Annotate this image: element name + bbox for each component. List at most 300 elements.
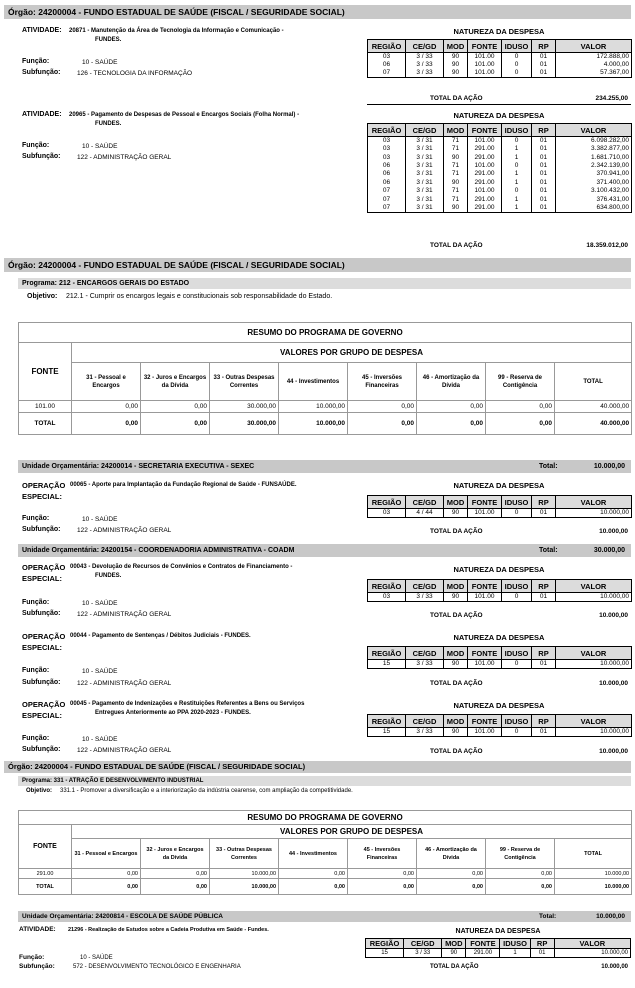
atividade-label: ATIVIDADE: — [22, 27, 62, 34]
table-cell: 291.00 — [466, 949, 500, 958]
column-header: FONTE — [468, 647, 502, 660]
resumo-total-cell: 10.000,00 — [210, 879, 279, 895]
table-cell: 57.367,00 — [556, 69, 632, 78]
resumo-cell: 0,00 — [417, 401, 486, 413]
table-cell: 10.000,00 — [556, 593, 632, 602]
table-row — [368, 204, 632, 213]
table-cell: 03 — [368, 145, 406, 153]
table-cell: 4.000,00 — [556, 61, 632, 69]
table-cell: 01 — [532, 170, 556, 178]
table-row — [368, 153, 632, 161]
unidade-total-label: Total: — [539, 913, 557, 920]
column-header: IDUSO — [502, 715, 532, 728]
table-row — [366, 949, 631, 958]
funcao-value: 10 - SAÚDE — [82, 516, 118, 523]
column-header: FONTE — [468, 124, 502, 137]
natureza-table — [367, 579, 632, 602]
unidade-total-label: Total: — [539, 463, 558, 470]
operacao-label-cont: ESPECIAL: — [22, 711, 63, 720]
column-header: CE/GD — [406, 715, 444, 728]
resumo-cell: 10.000,00 — [279, 401, 348, 413]
column-header: IDUSO — [502, 124, 532, 137]
programa-title: Programa: 331 - ATRAÇÃO E DESENVOLVIMENTO INDUSTRIAL — [22, 778, 204, 784]
orgao-header — [4, 761, 631, 773]
resumo-cell: 291.00 — [19, 869, 72, 879]
subfuncao-label: Subfunção: — [22, 746, 61, 753]
table-cell: 291.00 — [468, 170, 502, 178]
resumo-total-cell: 0,00 — [486, 413, 555, 435]
table-cell: 3 / 33 — [406, 728, 444, 737]
table-cell: 07 — [368, 204, 406, 213]
resumo-fonte-header: FONTE — [19, 343, 72, 401]
table-cell: 06 — [368, 61, 406, 69]
table-cell: 101.00 — [468, 660, 502, 669]
operacao-label: OPERAÇÃO — [22, 632, 66, 641]
column-header: CE/GD — [404, 939, 442, 949]
table-cell: 101.00 — [468, 509, 502, 518]
column-header: VALOR — [556, 715, 632, 728]
table-cell: 3 / 31 — [406, 162, 444, 170]
table-row — [368, 195, 632, 203]
programa-title: Programa: 212 - ENCARGOS GERAIS DO ESTADO — [22, 280, 190, 287]
table-cell: 01 — [532, 153, 556, 161]
operacao-label: OPERAÇÃO — [22, 563, 66, 572]
column-header: CE/GD — [406, 40, 444, 53]
funcao-value: 10 - SAÚDE — [82, 668, 118, 675]
resumo-cell: 0,00 — [348, 869, 417, 879]
natureza-table — [367, 714, 632, 737]
table-cell: 71 — [444, 162, 468, 170]
total-acao-label: TOTAL DA AÇÃO — [430, 748, 483, 755]
table-cell: 101.00 — [468, 728, 502, 737]
resumo-title: RESUMO DO PROGRAMA DE GOVERNO — [19, 323, 632, 343]
group-header: 46 - Amortização da Dívida — [417, 363, 486, 401]
atividade-label: ATIVIDADE: — [19, 926, 56, 933]
column-header: RP — [530, 939, 554, 949]
table-row — [368, 145, 632, 153]
table-cell: 101.00 — [468, 162, 502, 170]
total-acao-label: TOTAL DA AÇÃO — [430, 95, 483, 102]
table-row — [368, 137, 632, 146]
resumo-cell: 10.000,00 — [210, 869, 279, 879]
table-cell: 1 — [502, 145, 532, 153]
resumo-total-row — [19, 879, 632, 895]
unidade-total-label: Total: — [539, 547, 558, 554]
resumo-subtitle: VALORES POR GRUPO DE DESPESA — [72, 825, 632, 839]
table-cell: 06 — [368, 162, 406, 170]
table-cell: 03 — [368, 137, 406, 146]
resumo-cell: 30.000,00 — [210, 401, 279, 413]
total-acao-value: 10.000,00 — [599, 528, 628, 535]
total-acao-label: TOTAL DA AÇÃO — [430, 964, 479, 970]
resumo-total-cell: TOTAL — [19, 413, 72, 435]
table-cell: 101.00 — [468, 187, 502, 195]
table-cell: 01 — [530, 949, 554, 958]
table-cell: 3.100.432,00 — [556, 187, 632, 195]
column-header: MOD — [444, 647, 468, 660]
column-header: RP — [532, 647, 556, 660]
table-cell: 03 — [368, 53, 406, 62]
resumo-subtitle: VALORES POR GRUPO DE DESPESA — [72, 343, 632, 363]
table-cell: 07 — [368, 187, 406, 195]
resumo-row — [19, 401, 632, 413]
subfuncao-label: Subfunção: — [22, 526, 61, 533]
total-acao-value: 10.000,00 — [599, 748, 628, 755]
table-row — [368, 61, 632, 69]
resumo-sub-row — [19, 343, 632, 363]
column-header: RP — [532, 580, 556, 593]
natureza-header: NATUREZA DA DESPESA — [453, 481, 545, 490]
table-cell: 0 — [502, 660, 532, 669]
column-header: RP — [532, 715, 556, 728]
column-header: VALOR — [556, 647, 632, 660]
table-cell: 3 / 31 — [406, 187, 444, 195]
table-cell: 3 / 33 — [406, 69, 444, 78]
resumo-cell: 0,00 — [72, 869, 141, 879]
natureza-header-row — [366, 939, 631, 949]
table-cell: 10.000,00 — [556, 728, 632, 737]
table-cell: 71 — [444, 145, 468, 153]
natureza-header: NATUREZA DA DESPESA — [453, 701, 545, 710]
table-cell: 3 / 31 — [406, 195, 444, 203]
funcao-label: Função: — [22, 735, 50, 742]
column-header: VALOR — [556, 496, 632, 509]
table-cell: 90 — [444, 61, 468, 69]
atividade-desc: 20965 - Pagamento de Despesas de Pessoal e Encargos Sociais (Folha Normal) - — [69, 112, 300, 118]
column-header: CE/GD — [406, 647, 444, 660]
column-header: FONTE — [468, 715, 502, 728]
table-row — [368, 187, 632, 195]
resumo-table — [18, 322, 632, 435]
table-cell: 01 — [532, 204, 556, 213]
funcao-label: Função: — [22, 667, 50, 674]
table-row — [368, 728, 632, 737]
column-header: MOD — [444, 40, 468, 53]
unidade-title: Unidade Orçamentária: 24200154 - COORDENADORIA ADMINISTRATIVA - COADM — [22, 547, 295, 554]
table-cell: 01 — [532, 145, 556, 153]
funcao-label: Função: — [22, 599, 50, 606]
group-header: 99 - Reserva de Contigência — [486, 363, 555, 401]
natureza-header: NATUREZA DA DESPESA — [453, 565, 545, 574]
total-acao-label: TOTAL DA AÇÃO — [430, 680, 483, 687]
operacao-desc: 00045 - Pagamento de Indenizações e Restituições Referentes a Bens ou Serviços — [70, 701, 305, 707]
table-cell: 01 — [532, 179, 556, 187]
programa-header — [18, 278, 631, 289]
natureza-header-row — [368, 496, 632, 509]
group-header: 45 - Inversões Financeiras — [348, 839, 417, 869]
table-cell: 01 — [532, 137, 556, 146]
table-cell: 3 / 33 — [406, 61, 444, 69]
subfuncao-value: 122 - ADMINISTRAÇÃO GERAL — [77, 527, 172, 534]
funcao-value: 10 - SAÚDE — [82, 143, 118, 150]
table-cell: 01 — [532, 593, 556, 602]
table-cell: 71 — [444, 137, 468, 146]
subfuncao-label: Subfunção: — [22, 153, 61, 160]
natureza-header: NATUREZA DA DESPESA — [455, 928, 541, 935]
resumo-row — [19, 869, 632, 879]
unidade-total-value: 30.000,00 — [593, 547, 625, 554]
table-cell: 06 — [368, 170, 406, 178]
group-header: 31 - Pessoal e Encargos — [72, 363, 141, 401]
operacao-label-cont: ESPECIAL: — [22, 643, 63, 652]
subfuncao-value: 122 - ADMINISTRAÇÃO GERAL — [77, 154, 172, 161]
funcao-value: 10 - SAÚDE — [80, 955, 113, 961]
table-cell: 291.00 — [468, 145, 502, 153]
table-cell: 06 — [368, 179, 406, 187]
programa-header — [18, 776, 631, 786]
table-cell: 0 — [502, 61, 532, 69]
table-cell: 90 — [444, 179, 468, 187]
natureza-header-row — [368, 124, 632, 137]
column-header: REGIÃO — [366, 939, 404, 949]
resumo-title: RESUMO DO PROGRAMA DE GOVERNO — [19, 811, 632, 825]
table-cell: 1 — [502, 153, 532, 161]
table-cell: 90 — [444, 153, 468, 161]
resumo-total-cell: 40.000,00 — [555, 413, 632, 435]
table-cell: 0 — [502, 187, 532, 195]
table-cell: 4 / 44 — [406, 509, 444, 518]
resumo-total-cell: 0,00 — [141, 879, 210, 895]
table-cell: 2.342.139,00 — [556, 162, 632, 170]
resumo-cell: 0,00 — [141, 869, 210, 879]
table-cell: 15 — [368, 728, 406, 737]
subfuncao-value: 122 - ADMINISTRAÇÃO GERAL — [77, 747, 172, 754]
table-cell: 90 — [444, 728, 468, 737]
column-header: MOD — [444, 580, 468, 593]
total-acao-value: 10.000,00 — [599, 612, 628, 619]
table-cell: 01 — [532, 195, 556, 203]
operacao-desc-cont: FUNDES. — [95, 573, 122, 579]
table-cell: 0 — [502, 53, 532, 62]
table-cell: 1.681.710,00 — [556, 153, 632, 161]
funcao-label: Função: — [22, 515, 50, 522]
column-header: RP — [532, 124, 556, 137]
table-cell: 90 — [442, 949, 466, 958]
column-header: VALOR — [556, 40, 632, 53]
table-cell: 6.098.282,00 — [556, 137, 632, 146]
column-header: REGIÃO — [368, 496, 406, 509]
group-header: 33 - Outras Despesas Correntes — [210, 839, 279, 869]
resumo-total-row — [19, 413, 632, 435]
column-header: MOD — [444, 715, 468, 728]
total-acao-value: 18.359.012,00 — [586, 242, 628, 249]
column-header: IDUSO — [502, 580, 532, 593]
table-cell: 634.800,00 — [556, 204, 632, 213]
column-header: VALOR — [554, 939, 630, 949]
table-cell: 15 — [366, 949, 404, 958]
group-header: 45 - Inversões Financeiras — [348, 363, 417, 401]
subfuncao-label: Subfunção: — [19, 963, 55, 970]
orgao-title: Órgão: 24200004 - FUNDO ESTADUAL DE SAÚDE (FISCAL / SEGURIDADE SOCIAL) — [8, 762, 306, 771]
group-header: 33 - Outras Despesas Correntes — [210, 363, 279, 401]
table-cell: 71 — [444, 187, 468, 195]
natureza-table — [365, 938, 631, 958]
resumo-total-cell: 0,00 — [141, 413, 210, 435]
resumo-cell: 0,00 — [141, 401, 210, 413]
resumo-total-cell: 10.000,00 — [555, 879, 632, 895]
table-row — [368, 162, 632, 170]
column-header: CE/GD — [406, 496, 444, 509]
table-cell: 1 — [502, 204, 532, 213]
column-header: MOD — [442, 939, 466, 949]
table-cell: 01 — [532, 187, 556, 195]
table-cell: 291.00 — [468, 195, 502, 203]
table-row — [368, 69, 632, 78]
column-header: REGIÃO — [368, 124, 406, 137]
operacao-desc-cont: Entregues Anteriormente ao PPA 2020-2023 - FUNDES. — [95, 710, 251, 716]
atividade-desc-cont: FUNDES. — [95, 121, 122, 127]
table-cell: 01 — [532, 53, 556, 62]
table-cell: 01 — [532, 660, 556, 669]
table-cell: 291.00 — [468, 153, 502, 161]
resumo-total-cell: 0,00 — [417, 413, 486, 435]
resumo-total-cell: 0,00 — [279, 879, 348, 895]
column-header: CE/GD — [406, 580, 444, 593]
resumo-total-cell: 0,00 — [72, 413, 141, 435]
resumo-total-cell: 30.000,00 — [210, 413, 279, 435]
table-cell: 3.382.877,00 — [556, 145, 632, 153]
operacao-desc: 00044 - Pagamento de Sentenças / Débitos Judiciais - FUNDES. — [70, 633, 251, 639]
objetivo-value: 331.1 - Promover a diversificação e a interiorização da indústria cearense, com ampliação da competitividade. — [60, 788, 353, 794]
table-cell: 291.00 — [468, 204, 502, 213]
funcao-label: Função: — [22, 142, 50, 149]
resumo-cell: 101.00 — [19, 401, 72, 413]
resumo-title-row — [19, 811, 632, 825]
unidade-header — [18, 911, 631, 922]
column-header: MOD — [444, 496, 468, 509]
orgao-title: Órgão: 24200004 - FUNDO ESTADUAL DE SAÚDE (FISCAL / SEGURIDADE SOCIAL) — [8, 260, 345, 270]
table-cell: 03 — [368, 593, 406, 602]
table-cell: 3 / 31 — [406, 145, 444, 153]
table-cell: 3 / 33 — [406, 53, 444, 62]
resumo-groups-row — [19, 839, 632, 869]
column-header: REGIÃO — [368, 715, 406, 728]
total-acao-value: 10.000,00 — [599, 680, 628, 687]
resumo-total-cell: 0,00 — [348, 413, 417, 435]
table-cell: 101.00 — [468, 593, 502, 602]
group-header: 32 - Juros e Encargos da Dívida — [141, 839, 210, 869]
table-cell: 371.400,00 — [556, 179, 632, 187]
table-row — [368, 509, 632, 518]
resumo-total-cell: 0,00 — [348, 879, 417, 895]
natureza-table — [367, 39, 632, 78]
natureza-header: NATUREZA DA DESPESA — [453, 633, 545, 642]
natureza-header-row — [368, 715, 632, 728]
atividade-desc: 21296 - Realização de Estudos sobre a Cadeia Produtiva em Saúde - Fundes. — [68, 927, 269, 933]
group-header: 44 - Investimentos — [279, 839, 348, 869]
table-cell: 101.00 — [468, 61, 502, 69]
resumo-cell: 10.000,00 — [555, 869, 632, 879]
table-cell: 172.888,00 — [556, 53, 632, 62]
orgao-header — [4, 258, 631, 272]
column-header: FONTE — [466, 939, 500, 949]
table-cell: 10.000,00 — [554, 949, 630, 958]
natureza-header-row — [368, 647, 632, 660]
group-header: 44 - Investimentos — [279, 363, 348, 401]
resumo-cell: 0,00 — [486, 401, 555, 413]
column-header: IDUSO — [502, 496, 532, 509]
resumo-total-cell: TOTAL — [19, 879, 72, 895]
subfuncao-value: 572 - DESENVOLVIMENTO TECNOLÓGICO E ENGENHARIA — [73, 964, 241, 970]
table-cell: 90 — [444, 593, 468, 602]
table-cell: 3 / 31 — [406, 170, 444, 178]
funcao-label: Função: — [22, 58, 50, 65]
table-cell: 0 — [502, 69, 532, 78]
table-cell: 01 — [532, 69, 556, 78]
column-header: CE/GD — [406, 124, 444, 137]
table-cell: 3 / 31 — [406, 153, 444, 161]
table-cell: 0 — [502, 593, 532, 602]
unidade-total-value: 10.000,00 — [593, 463, 625, 470]
table-cell: 101.00 — [468, 69, 502, 78]
resumo-cell: 0,00 — [417, 869, 486, 879]
resumo-title-row — [19, 323, 632, 343]
natureza-header: NATUREZA DA DESPESA — [453, 111, 545, 120]
table-cell: 370.941,00 — [556, 170, 632, 178]
resumo-sub-row — [19, 825, 632, 839]
total-acao-label: TOTAL DA AÇÃO — [430, 528, 483, 535]
table-cell: 3 / 33 — [406, 593, 444, 602]
objetivo-value: 212.1 - Cumprir os encargos legais e constitucionais sob responsabilidade do Estado. — [66, 293, 333, 300]
natureza-header-row — [368, 40, 632, 53]
orgao-title: Órgão: 24200004 - FUNDO ESTADUAL DE SAÚDE (FISCAL / SEGURIDADE SOCIAL) — [8, 7, 345, 17]
column-header: FONTE — [468, 496, 502, 509]
table-cell: 3 / 31 — [406, 137, 444, 146]
resumo-cell: 0,00 — [72, 401, 141, 413]
column-header: IDUSO — [502, 647, 532, 660]
resumo-cell: 40.000,00 — [555, 401, 632, 413]
table-cell: 15 — [368, 660, 406, 669]
natureza-header-row — [368, 580, 632, 593]
table-cell: 71 — [444, 195, 468, 203]
column-header: FONTE — [468, 580, 502, 593]
table-cell: 01 — [532, 728, 556, 737]
table-cell: 10.000,00 — [556, 509, 632, 518]
total-acao-label: TOTAL DA AÇÃO — [430, 242, 483, 249]
subfuncao-value: 122 - ADMINISTRAÇÃO GERAL — [77, 611, 172, 618]
funcao-value: 10 - SAÚDE — [82, 59, 118, 66]
column-header: VALOR — [556, 124, 632, 137]
table-cell: 1 — [502, 179, 532, 187]
operacao-label-cont: ESPECIAL: — [22, 492, 63, 501]
table-cell: 1 — [502, 170, 532, 178]
resumo-total-cell: 10.000,00 — [279, 413, 348, 435]
column-header: REGIÃO — [368, 40, 406, 53]
operacao-desc: 00043 - Devolução de Recursos de Convênios e Contratos de Financiamento - — [70, 564, 293, 570]
table-cell: 07 — [368, 69, 406, 78]
group-header: 99 - Reserva de Contigência — [486, 839, 555, 869]
funcao-label: Função: — [19, 954, 45, 961]
table-cell: 101.00 — [468, 137, 502, 146]
subfuncao-label: Subfunção: — [22, 679, 61, 686]
subfuncao-value: 122 - ADMINISTRAÇÃO GERAL — [77, 680, 172, 687]
natureza-table — [367, 646, 632, 669]
table-cell: 03 — [368, 153, 406, 161]
table-cell: 01 — [532, 61, 556, 69]
column-header: MOD — [444, 124, 468, 137]
natureza-header: NATUREZA DA DESPESA — [453, 27, 545, 36]
natureza-table — [367, 123, 632, 213]
table-cell: 03 — [368, 509, 406, 518]
table-cell: 1 — [500, 949, 530, 958]
table-cell: 01 — [532, 509, 556, 518]
table-cell: 291.00 — [468, 179, 502, 187]
unidade-header — [18, 460, 631, 473]
table-cell: 3 / 31 — [406, 204, 444, 213]
table-cell: 0 — [502, 162, 532, 170]
total-acao-value: 234.255,00 — [595, 95, 628, 102]
subfuncao-value: 126 - TECNOLOGIA DA INFORMAÇÃO — [77, 70, 193, 77]
